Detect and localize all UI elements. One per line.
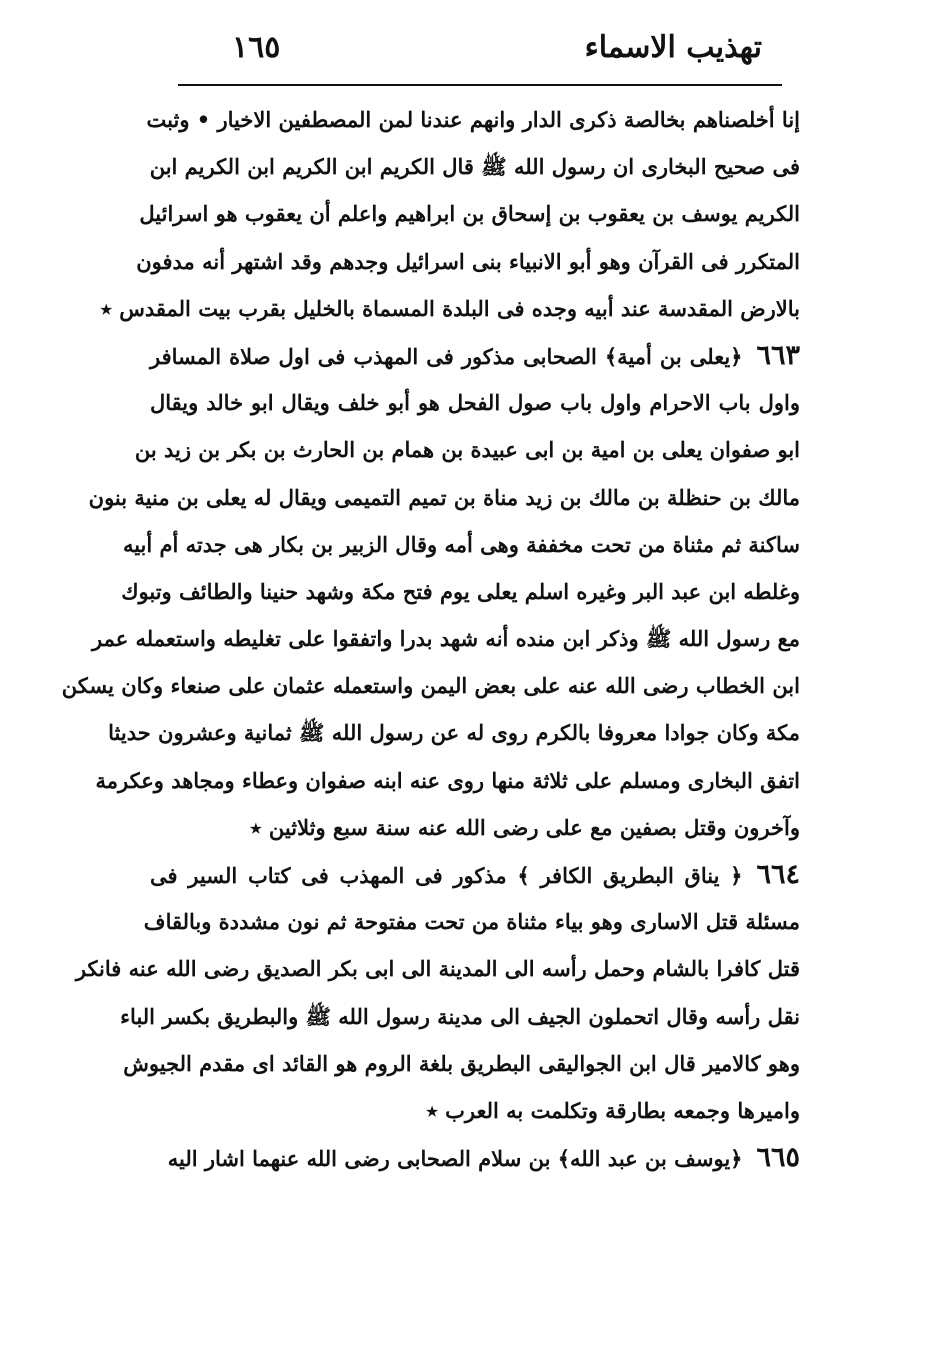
text-line <box>108 709 800 756</box>
line-text: مع رسول الله ﷺ وذكر ابن منده أنه شهد بدرا واتفقوا على تغليطه واستعمله عمر <box>91 626 800 652</box>
text-line <box>150 379 800 426</box>
line-text: نقل رأسه وقال اتحملون الجيف الى مدينة رسول الله ﷺ والبطريق بكسر الباء <box>120 1003 800 1029</box>
text-line <box>150 1134 800 1181</box>
line-text: وهو كالامير قال ابن الجواليقى البطريق بلغة الروم هو القائد اى مقدم الجيوش <box>123 1050 800 1076</box>
line-text: واميرها وجمعه بطارقة وتكلمت به العرب ٭ <box>426 1097 800 1123</box>
text-body <box>61 96 800 1181</box>
line-text: وغلطه ابن عبد البر وغيره اسلم يعلى يوم فتح مكة وشهد حنينا والطائف وتبوك <box>121 578 800 604</box>
text-line <box>146 96 800 143</box>
text-line <box>139 190 800 237</box>
line-text: المتكرر فى القرآن وهو أبو الانبياء بنى اسرائيل وجدهم وقد اشتهر أنه مدفون <box>136 248 800 274</box>
line-text: اتفق البخارى ومسلم على ثلاثة منها روى عنه ابنه صفوان وعطاء ومجاهد وعكرمة <box>95 767 800 793</box>
text-line <box>136 238 800 285</box>
text-line <box>150 143 800 190</box>
line-text: ﴿يعلى بن أمية﴾ الصحابى مذكور فى المهذب فى اول صلاة المسافر <box>150 343 743 369</box>
text-line <box>100 285 800 332</box>
text-line <box>150 804 800 851</box>
line-text: مسئلة قتل الاسارى وهو بياء مثناة من تحت مفتوحة ثم نون مشددة وبالقاف <box>143 909 800 935</box>
text-line <box>121 568 800 615</box>
page-header <box>232 28 762 78</box>
entry-number: ٦٦٤ <box>756 859 800 890</box>
line-text: الكريم يوسف بن يعقوب بن إسحاق بن ابراهيم واعلم أن يعقوب هو اسرائيل <box>139 201 800 227</box>
header-rule <box>178 84 782 86</box>
entry-number: ٦٦٥ <box>756 1142 800 1174</box>
line-text: واول باب الاحرام واول باب صول الفحل هو أبو خلف ويقال ابو خالد ويقال <box>150 390 800 416</box>
line-text: قتل كافرا بالشام وحمل رأسه الى المدينة الى ابى بكر الصديق رضى الله عنه فانكر <box>75 956 800 982</box>
line-text: إنا أخلصناهم بخالصة ذكرى الدار وانهم عندنا لمن المصطفين الاخيار • وثبت <box>146 107 800 132</box>
line-text: ابن الخطاب رضى الله عنه على بعض اليمن واستعمله عثمان على صنعاء وكان يسكن <box>61 673 800 699</box>
line-text: وآخرون وقتل بصفين مع على رضى الله عنه سنة سبع وثلاثين ٭ <box>250 814 800 840</box>
entry-number: ٦٦٣ <box>756 339 800 371</box>
text-line <box>61 662 800 709</box>
line-text: ابو صفوان يعلى بن امية بن ابى عبيدة بن همام بن الحارث بن بكر بن زيد بن <box>134 437 800 463</box>
text-line <box>150 1087 800 1134</box>
text-line <box>75 945 800 992</box>
text-line <box>150 332 800 379</box>
line-text: ﴿يوسف بن عبد الله﴾ بن سلام الصحابى رضى الله عنهما اشار اليه <box>167 1146 743 1172</box>
text-line <box>143 898 800 945</box>
page-number: ١٦٥ <box>232 30 281 65</box>
text-line <box>95 757 800 804</box>
line-text: مكة وكان جوادا معروفا بالكرم روى له عن رسول الله ﷺ ثمانية وعشرون حديثا <box>108 720 800 746</box>
text-line <box>134 426 800 473</box>
text-line <box>120 993 800 1040</box>
text-line <box>150 851 800 898</box>
text-line <box>91 615 800 662</box>
line-text: ﴿ يناق البطريق الكافر ﴾ مذكور فى المهذب فى كتاب السير فى <box>150 863 743 888</box>
line-text: فى صحيح البخارى ان رسول الله ﷺ قال الكريم ابن الكريم ابن الكريم ابن <box>149 154 800 180</box>
text-line <box>123 1040 800 1087</box>
line-text: بالارض المقدسة عند أبيه وجده فى البلدة المسماة بالخليل بقرب بيت المقدس ٭ <box>100 295 800 321</box>
line-text: مالك بن حنظلة بن مالك بن زيد مناة بن تميم التميمى ويقال له يعلى بن منية بنون <box>88 484 800 510</box>
line-text: ساكنة ثم مثناة من تحت مخففة وهى أمه وقال الزبير بن بكار هى جدته أم أبيه <box>122 531 800 557</box>
running-title: تهذيب الاسماء <box>584 30 762 65</box>
text-line <box>122 521 800 568</box>
text-line <box>88 474 800 521</box>
